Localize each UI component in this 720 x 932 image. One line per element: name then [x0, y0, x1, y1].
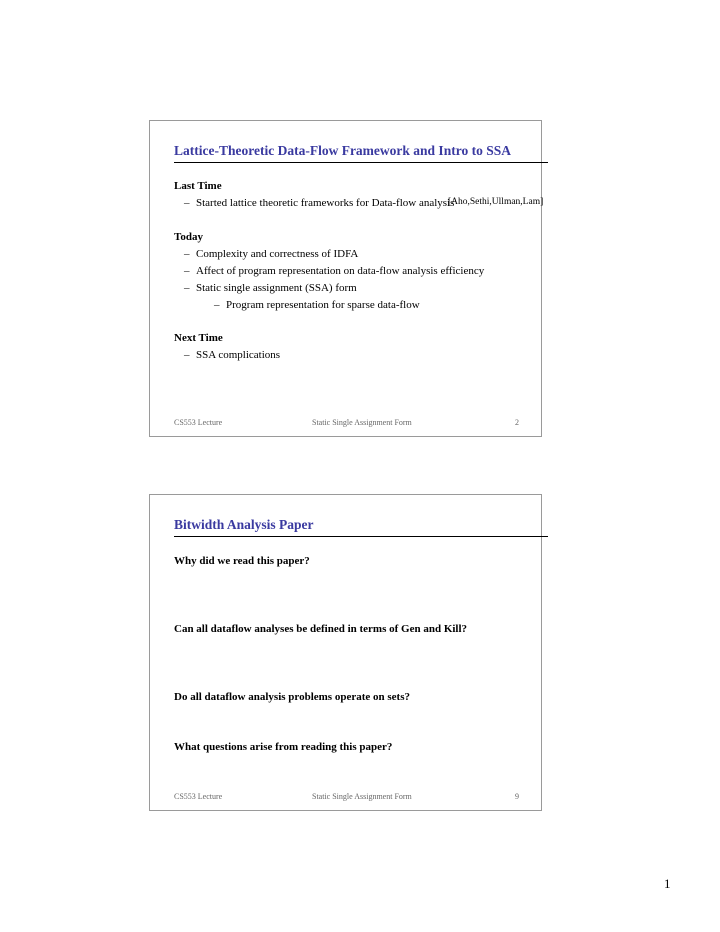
- page-number: 1: [664, 876, 671, 891]
- subbullet-item: [174, 297, 533, 314]
- section-heading: Today: [174, 231, 203, 243]
- dash-icon: –: [184, 265, 190, 277]
- footer-slide-number: 2: [515, 418, 519, 427]
- question-text: Do all dataflow analysis problems operate on sets?: [174, 691, 410, 703]
- bullet-text: Complexity and correctness of IDFA: [196, 248, 359, 260]
- bullet-item: [174, 263, 533, 280]
- citation: [Aho,Sethi,Ullman,Lam]: [448, 197, 544, 207]
- slide-lattice-framework: [149, 120, 542, 437]
- slide-title: Lattice-Theoretic Data-Flow Framework and Intro to SSA: [174, 143, 511, 158]
- question-text: Why did we read this paper?: [174, 555, 310, 567]
- slide-title: Bitwidth Analysis Paper: [174, 517, 314, 532]
- slide-bitwidth-paper: [149, 494, 542, 811]
- bullet-item: [174, 246, 533, 263]
- subbullet-text: Program representation for sparse data-flow: [226, 299, 420, 311]
- bullet-item: [174, 347, 533, 364]
- question-text: Can all dataflow analyses be defined in terms of Gen and Kill?: [174, 623, 468, 635]
- bullet-text: Affect of program representation on data-flow analysis efficiency: [196, 265, 485, 277]
- footer-topic: Static Single Assignment Form: [312, 792, 412, 801]
- dash-icon: –: [184, 197, 190, 209]
- question-text: What questions arise from reading this paper?: [174, 741, 393, 753]
- section-next-time: [174, 330, 533, 364]
- dash-icon: –: [184, 248, 190, 260]
- title-rule: [174, 536, 548, 537]
- footer-topic: Static Single Assignment Form: [312, 418, 412, 427]
- section-heading: Last Time: [174, 180, 222, 192]
- dash-icon: –: [184, 282, 190, 294]
- section-today: [174, 229, 533, 314]
- bullet-text: Started lattice theoretic frameworks for Data-flow analysis: [196, 197, 455, 209]
- bullet-item: [174, 280, 533, 297]
- dash-icon: –: [184, 349, 190, 361]
- footer-slide-number: 9: [515, 792, 519, 801]
- footer-course: CS553 Lecture: [174, 418, 223, 427]
- footer-course: CS553 Lecture: [174, 792, 223, 801]
- dash-icon: –: [214, 299, 220, 311]
- bullet-text: SSA complications: [196, 349, 281, 361]
- bullet-text: Static single assignment (SSA) form: [196, 282, 357, 294]
- title-rule: [174, 162, 548, 163]
- section-heading: Next Time: [174, 332, 223, 344]
